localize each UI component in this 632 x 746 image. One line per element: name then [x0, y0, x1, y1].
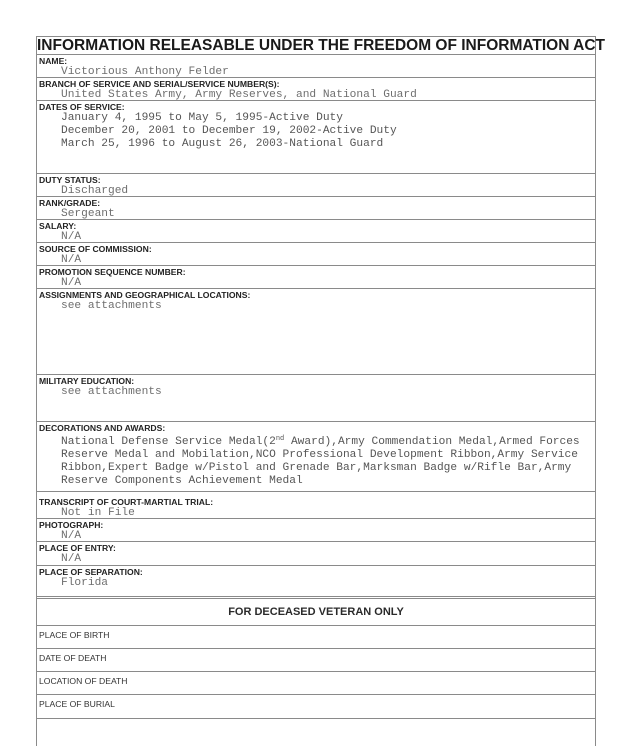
field-value: United States Army, Army Reserves, and National Guard	[61, 89, 417, 101]
field-value: Sergeant	[61, 208, 115, 220]
field-value: Discharged	[61, 185, 129, 197]
field-value: Not in File	[61, 507, 135, 519]
field-label: PLACE OF ENTRY:	[39, 543, 116, 553]
field-branch	[37, 78, 595, 101]
field-label: NAME:	[39, 56, 68, 66]
field-value	[37, 433, 595, 449]
field-promotion-sequence	[37, 266, 595, 289]
field-label: MILITARY EDUCATION:	[39, 376, 135, 386]
field-value: N/A	[61, 254, 82, 266]
ordinal-superscript: nd	[275, 435, 285, 443]
field-value: Reserve Medal and Mobilation,NCO Professional Development Ribbon,Army Service	[61, 449, 578, 461]
field-value: March 25, 1996 to August 26, 2003-National Guard	[61, 138, 384, 150]
field-place-of-separation	[37, 566, 595, 597]
field-label: TRANSCRIPT OF COURT-MARTIAL TRIAL:	[39, 497, 214, 507]
field-name	[37, 55, 595, 78]
field-duty-status	[37, 174, 595, 197]
field-dates-of-service	[37, 101, 595, 174]
field-date-of-death	[37, 649, 595, 672]
field-rank	[37, 197, 595, 220]
field-value: Reserve Components Achievement Medal	[61, 475, 303, 487]
field-label: ASSIGNMENTS AND GEOGRAPHICAL LOCATIONS:	[39, 290, 251, 300]
field-location-of-death	[37, 672, 595, 695]
field-label: RANK/GRADE:	[39, 198, 101, 208]
field-value: N/A	[61, 553, 82, 565]
field-label: DATES OF SERVICE:	[39, 102, 125, 112]
field-value: see attachments	[61, 300, 162, 312]
form-title: INFORMATION RELEASABLE UNDER THE FREEDOM OF INFORMATION ACT	[37, 37, 606, 54]
field-value: December 20, 2001 to December 19, 2002-Active Duty	[61, 125, 397, 137]
field-value: Ribbon,Expert Badge w/Pistol and Grenade Bar,Marksman Badge w/Rifle Bar,Army	[61, 462, 572, 474]
field-place-of-birth	[37, 626, 595, 649]
field-label: LOCATION OF DEATH	[39, 676, 128, 686]
field-label: PLACE OF BURIAL	[39, 699, 115, 709]
field-assignments	[37, 289, 595, 375]
field-source-of-commission	[37, 243, 595, 266]
field-value: January 4, 1995 to May 5, 1995-Active Duty	[61, 112, 343, 124]
field-court-martial	[37, 492, 595, 519]
field-value: Victorious Anthony Felder	[61, 66, 229, 78]
field-label: PROMOTION SEQUENCE NUMBER:	[39, 267, 186, 277]
field-label: SOURCE OF COMMISSION:	[39, 244, 152, 254]
field-place-of-entry	[37, 542, 595, 566]
field-label: DUTY STATUS:	[39, 175, 101, 185]
decoration-text: Award),Army Commendation Medal,Armed Forces	[284, 436, 580, 448]
field-label: SALARY:	[39, 221, 77, 231]
field-label: PLACE OF SEPARATION:	[39, 567, 143, 577]
field-value: see attachments	[61, 386, 162, 398]
field-photograph	[37, 519, 595, 542]
field-military-education	[37, 375, 595, 422]
field-label: DECORATIONS AND AWARDS:	[39, 423, 166, 433]
field-value: N/A	[61, 530, 82, 542]
field-place-of-burial	[37, 695, 595, 719]
field-label: PHOTOGRAPH:	[39, 520, 104, 530]
decoration-text: National Defense Service Medal(2	[61, 436, 276, 448]
field-value: N/A	[61, 231, 82, 243]
field-label: DATE OF DEATH	[39, 653, 107, 663]
deceased-section-title: FOR DECEASED VETERAN ONLY	[37, 598, 595, 626]
field-value: Florida	[61, 577, 108, 589]
field-value: N/A	[61, 277, 82, 289]
field-label: PLACE OF BIRTH	[39, 630, 110, 640]
field-label: BRANCH OF SERVICE AND SERIAL/SERVICE NUMBER(S):	[39, 79, 280, 89]
field-salary	[37, 220, 595, 243]
field-decorations	[37, 422, 595, 492]
foia-form	[36, 36, 606, 746]
